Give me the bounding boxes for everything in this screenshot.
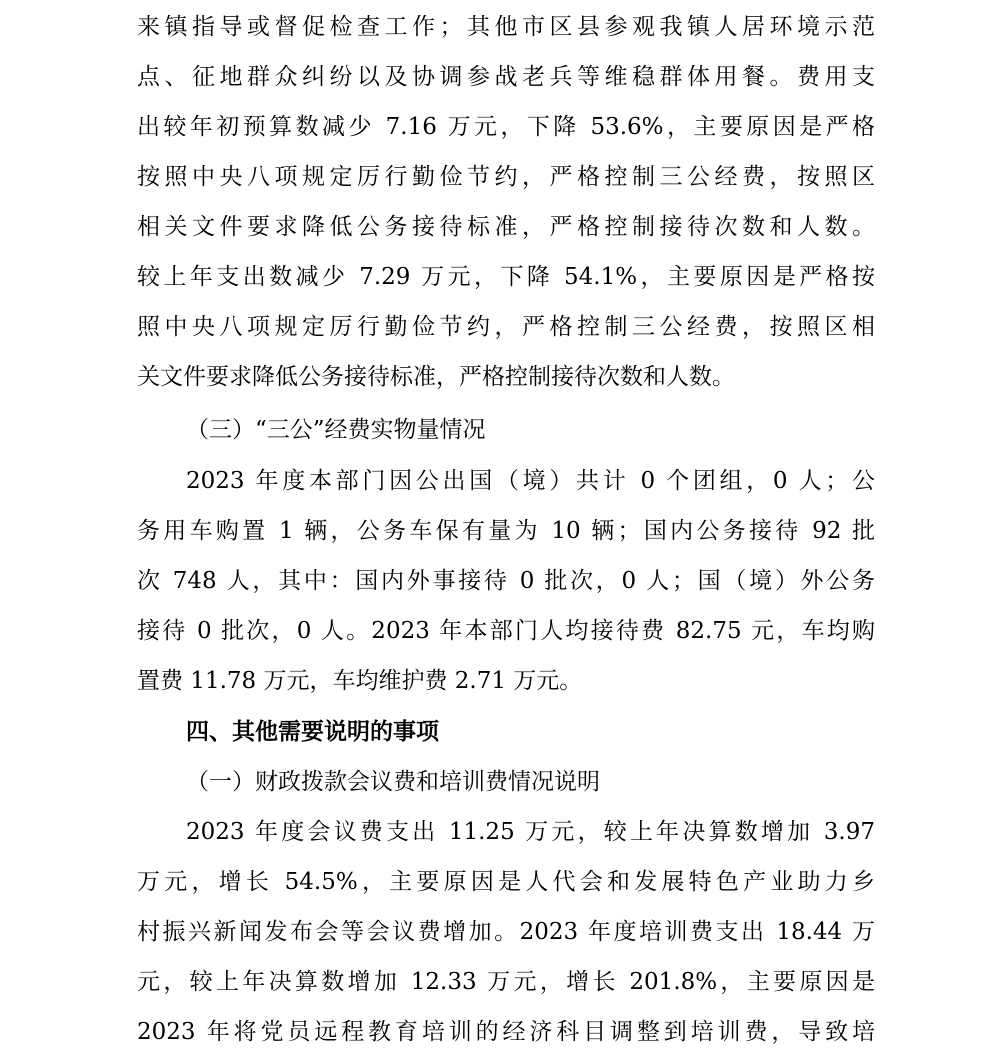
body-text-line: 按照中央八项规定厉行勤俭节约，严格控制三公经费，按照区 (137, 164, 875, 190)
body-text-line: 2023 年度会议费支出 11.25 万元，较上年决算数增加 3.97 (186, 819, 875, 845)
body-text-line: 来镇指导或督促检查工作；其他市区县参观我镇人居环境示范 (137, 14, 875, 40)
body-text-line: 点、征地群众纠纷以及协调参战老兵等维稳群体用餐。费用支 (137, 64, 875, 90)
body-text-line: 关文件要求降低公务接待标准，严格控制接待次数和人数。 (137, 364, 735, 390)
body-text-line: 较上年支出数减少 7.29 万元，下降 54.1%，主要原因是严格按 (137, 264, 875, 290)
body-text-line: 2023 年将党员远程教育培训的经济科目调整到培训费，导致培 (137, 1019, 875, 1045)
subsection-heading-three-public-expense-quantities: （三）“三公”经费实物量情况 (186, 417, 486, 443)
body-text-line: 置费 11.78 万元，车均维护费 2.71 万元。 (137, 668, 583, 694)
body-text-line: 村振兴新闻发布会等会议费增加。2023 年度培训费支出 18.44 万 (137, 919, 875, 945)
body-text-line: 元，较上年决算数增加 12.33 万元，增长 201.8%，主要原因是 (137, 969, 875, 995)
body-text-line: 接待 0 批次，0 人。2023 年本部门人均接待费 82.75 元，车均购 (137, 618, 875, 644)
body-text-line: 务用车购置 1 辆，公务车保有量为 10 辆；国内公务接待 92 批 (137, 518, 875, 544)
body-text-line: 次 748 人，其中：国内外事接待 0 批次，0 人；国（境）外公务 (137, 568, 875, 594)
subsection-heading-meeting-training-fees: （一）财政拨款会议费和培训费情况说明 (186, 769, 600, 795)
body-text-line: 照中央八项规定厉行勤俭节约，严格控制三公经费，按照区相 (137, 314, 875, 340)
body-text-line: 相关文件要求降低公务接待标准，严格控制接待次数和人数。 (137, 214, 875, 240)
body-text-line: 出较年初预算数减少 7.16 万元，下降 53.6%，主要原因是严格 (137, 114, 875, 140)
body-text-line: 万元，增长 54.5%，主要原因是人代会和发展特色产业助力乡 (137, 869, 875, 895)
section-heading-other-matters: 四、其他需要说明的事项 (186, 719, 439, 745)
body-text-line: 2023 年度本部门因公出国（境）共计 0 个团组，0 人；公 (186, 468, 875, 494)
